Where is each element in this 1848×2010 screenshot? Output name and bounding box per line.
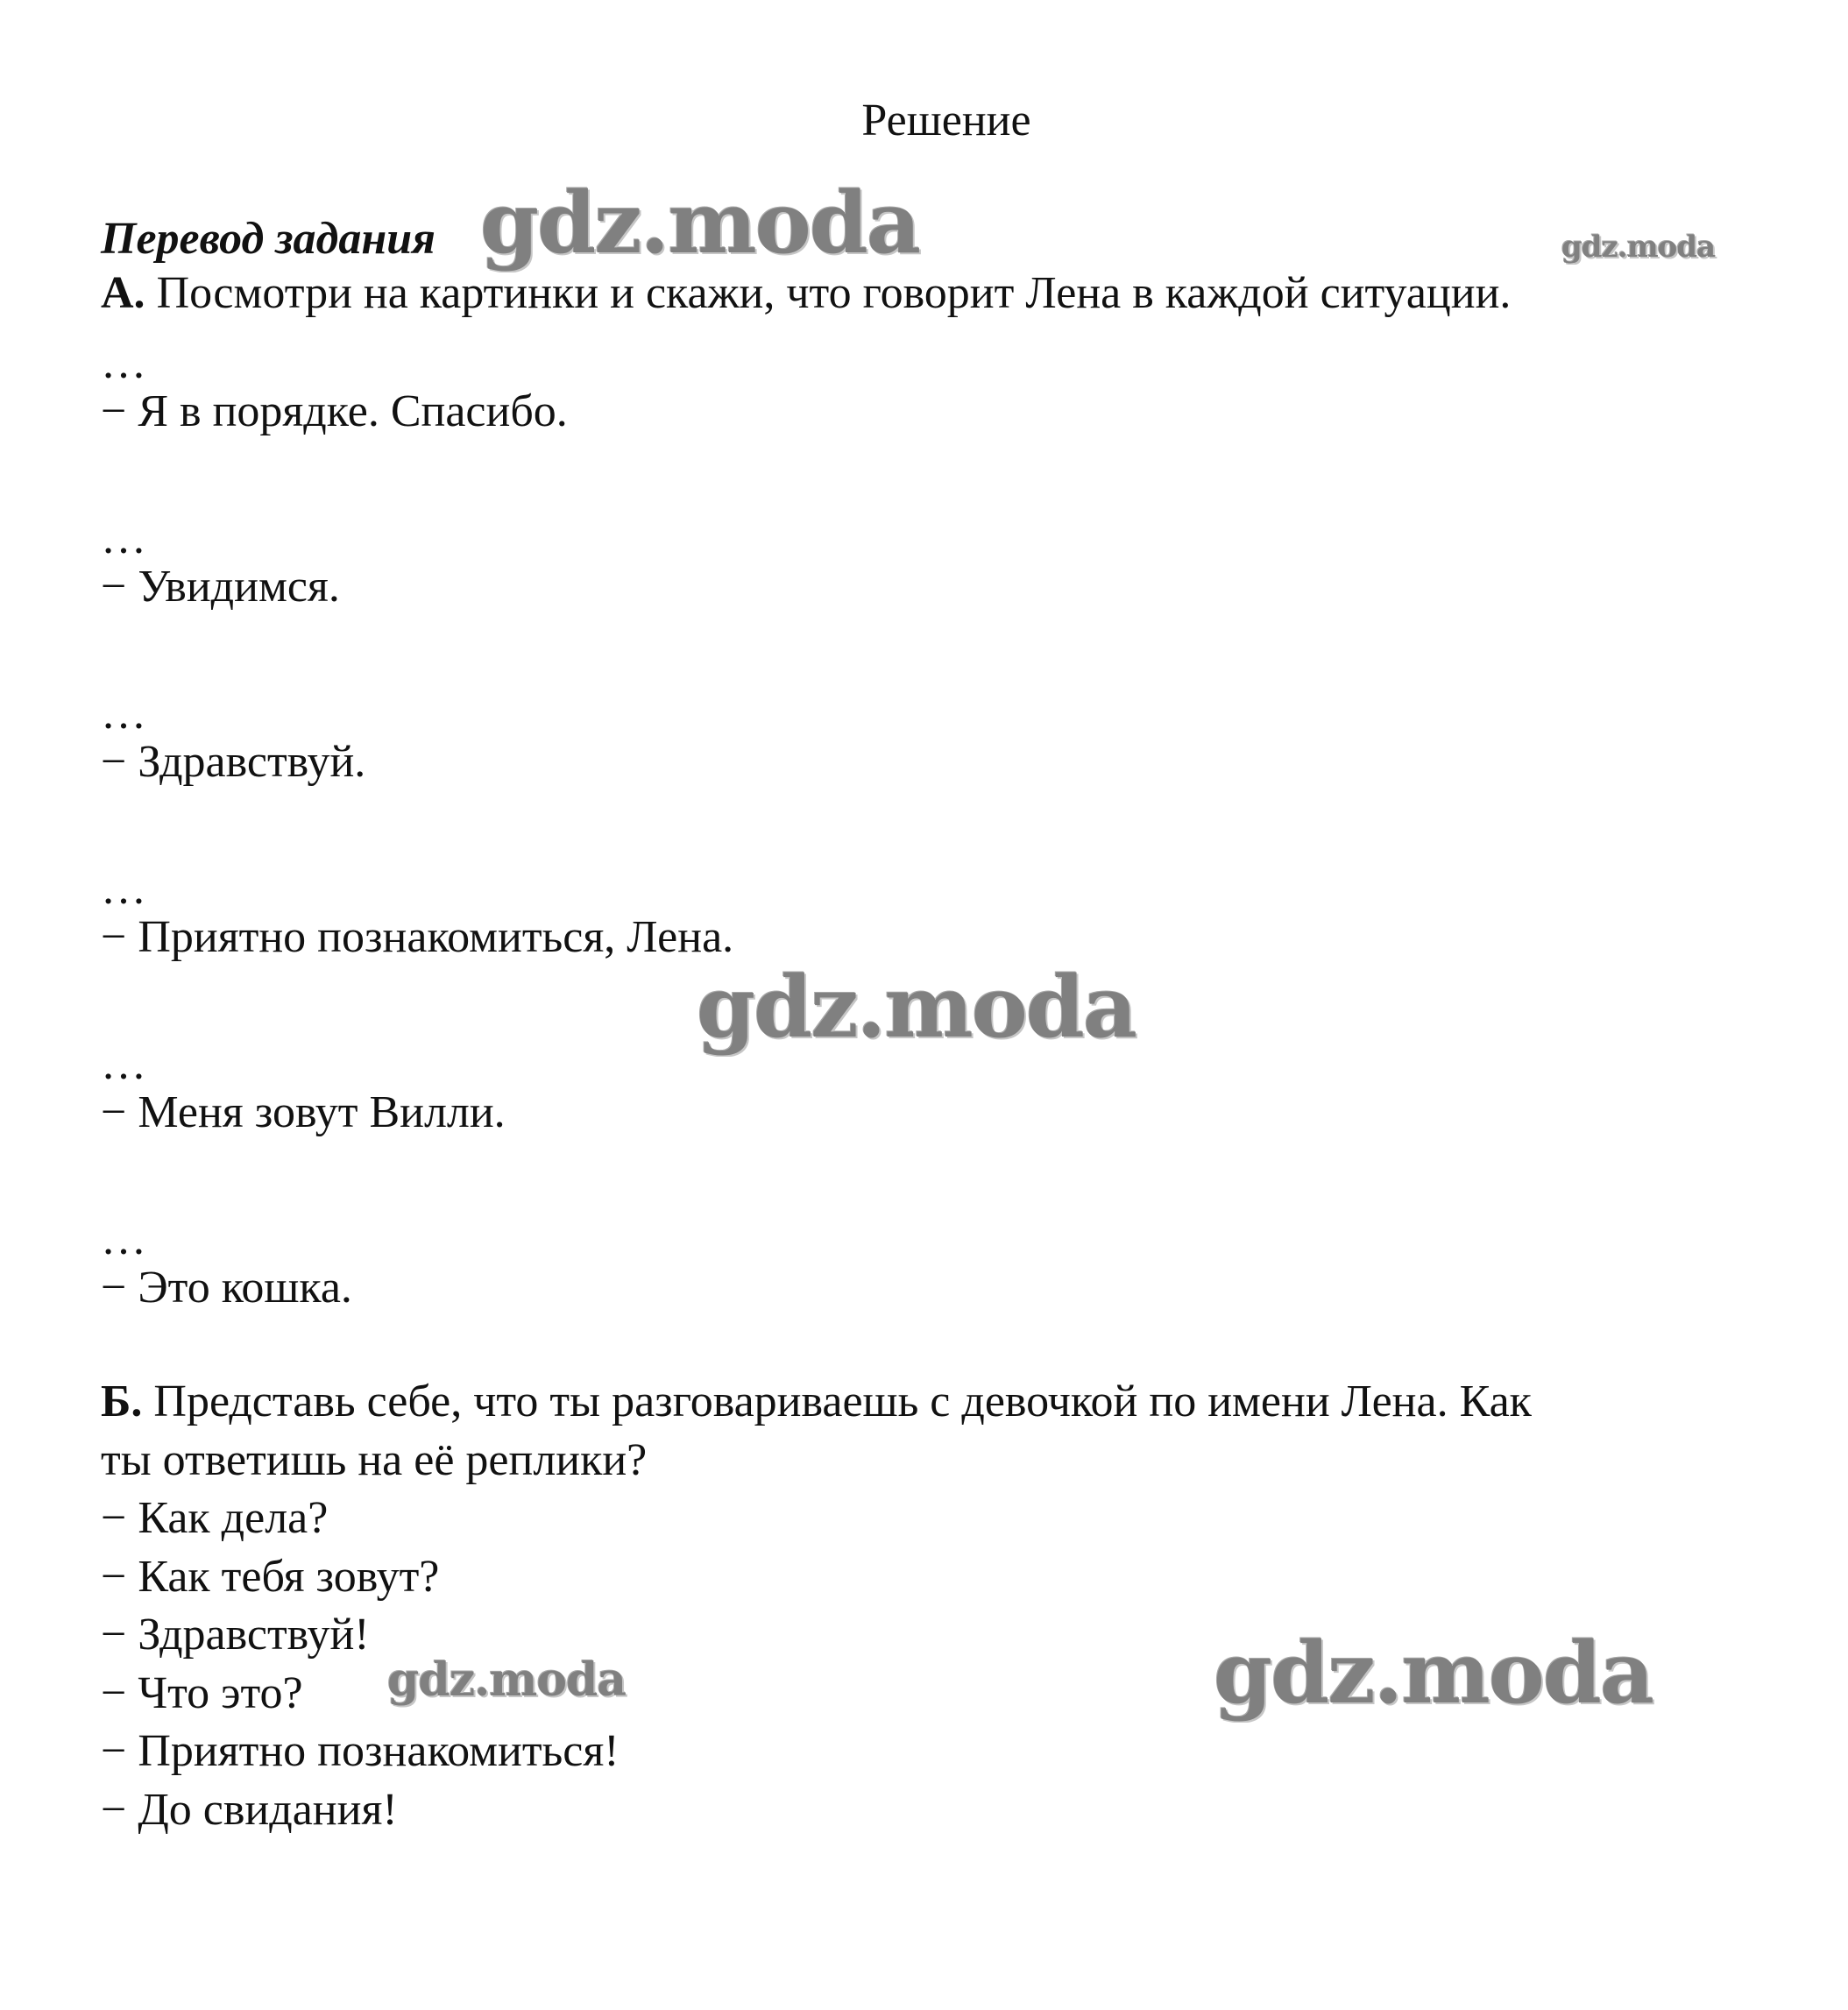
list-item: − До свидания! <box>101 1785 398 1835</box>
list-item: − Приятно познакомиться! <box>101 1726 620 1776</box>
list-item: − Как тебя зовут? <box>101 1552 440 1602</box>
watermark-logo: gdz.moda <box>387 1653 627 1707</box>
watermark-logo: gdz.moda <box>1561 230 1716 265</box>
dialog-reply: − Увидимся. <box>101 562 340 612</box>
part-b-label: Б. <box>101 1377 143 1426</box>
watermark-logo: gdz.moda <box>480 173 920 272</box>
list-item: − Что это? <box>101 1668 303 1718</box>
dialog-prompt: … <box>101 1214 146 1264</box>
dialog-reply: − Меня зовут Вилли. <box>101 1087 506 1137</box>
list-item: − Здравствуй! <box>101 1610 370 1660</box>
part-a-instruction <box>101 267 1511 320</box>
dialog-reply: − Я в порядке. Спасибо. <box>101 386 568 436</box>
watermark-logo: gdz.moda <box>697 958 1136 1057</box>
part-b-instruction-cont: ты ответишь на её реплики? <box>101 1435 648 1485</box>
part-b-instruction <box>101 1376 1532 1428</box>
page-title: Решение <box>861 96 1031 145</box>
section-heading: Перевод задания <box>101 214 435 264</box>
part-a-text: Посмотри на картинки и скажи, что говорит Лена в каждой ситуации. <box>145 268 1512 318</box>
dialog-prompt: … <box>101 864 146 914</box>
part-b-text: Представь себе, что ты разговариваешь с девочкой по имени Лена. Как <box>142 1377 1532 1426</box>
dialog-reply: − Это кошка. <box>101 1263 352 1313</box>
list-item: − Как дела? <box>101 1493 329 1543</box>
dialog-prompt: … <box>101 513 146 563</box>
dialog-prompt: … <box>101 338 146 388</box>
dialog-reply: − Здравствуй. <box>101 737 366 787</box>
dialog-prompt: … <box>101 1039 146 1089</box>
dialog-reply: − Приятно познакомиться, Лена. <box>101 912 734 962</box>
part-a-label: А. <box>101 268 145 318</box>
dialog-prompt: … <box>101 689 146 739</box>
watermark-logo: gdz.moda <box>1214 1624 1653 1723</box>
